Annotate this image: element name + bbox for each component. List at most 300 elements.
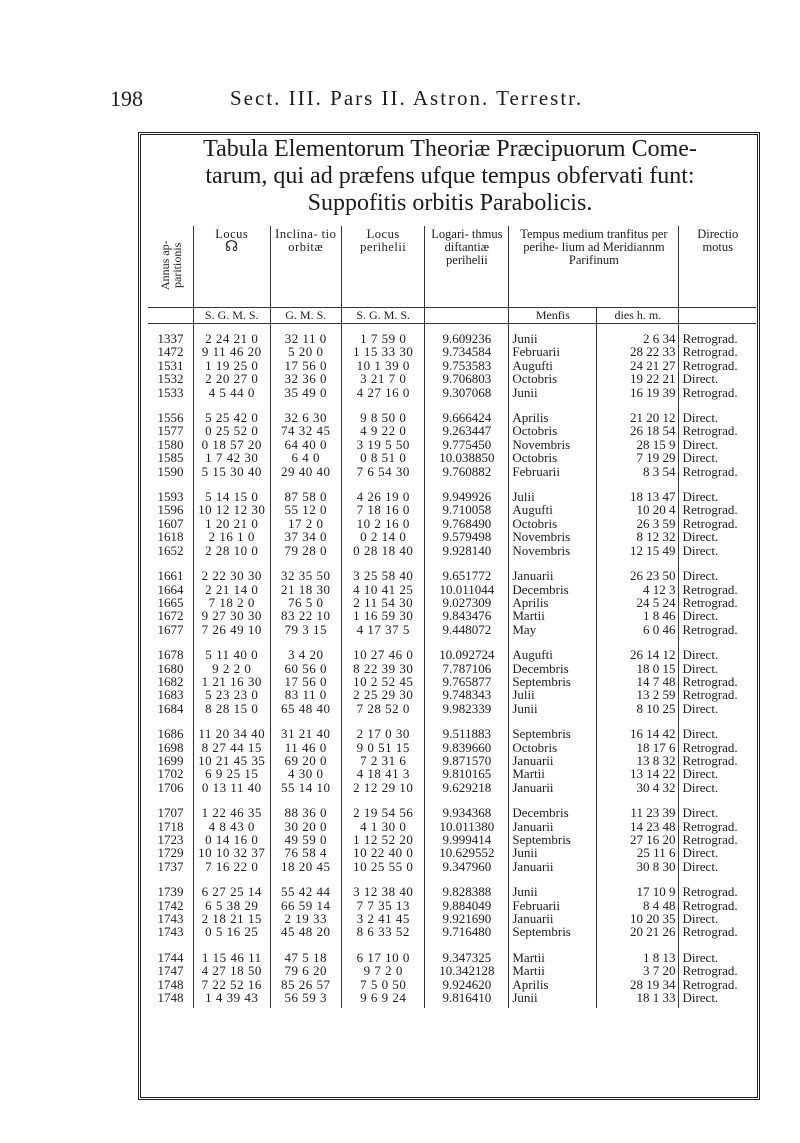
- cell-year: 1702: [157, 766, 184, 782]
- cell-dir: Direct.: [679, 991, 756, 1008]
- table-row: [148, 798, 756, 819]
- cell-node: 8 28 15 0: [194, 702, 270, 719]
- table-row: [148, 754, 756, 767]
- cell-incl: 69 20 0: [270, 754, 342, 767]
- cell-time: 8 12 32: [597, 530, 679, 543]
- subheader-mensis: Menfis: [509, 308, 597, 324]
- table-row: [148, 925, 756, 942]
- cell-peri: 1 12 52 20: [342, 833, 425, 846]
- cell-incl: 2 19 33: [270, 912, 342, 925]
- cell-time: 7 19 29: [597, 451, 679, 464]
- cell-incl: 47 5 18: [270, 943, 342, 964]
- cell-peri: 4 1 30 0: [342, 820, 425, 833]
- cell-node: 6 9 25 15: [194, 767, 270, 780]
- cell-dir: Retrograd.: [679, 517, 756, 530]
- header-perihelii: Locus perihelii: [342, 226, 425, 308]
- cell-peri: 9 0 51 15: [342, 741, 425, 754]
- cell-mensis: Septembris: [509, 925, 597, 942]
- cell-year: 1618: [157, 529, 184, 545]
- cell-time: 28 15 9: [597, 438, 679, 451]
- cell-peri: 0 28 18 40: [342, 544, 425, 561]
- subheader-peri: S. G. M. S.: [342, 308, 425, 324]
- cell-peri: 10 27 46 0: [342, 640, 425, 661]
- cell-log: 9.928140: [425, 544, 509, 561]
- cell-log: 9.768490: [425, 517, 509, 530]
- cell-dir: Retrograd.: [679, 675, 756, 688]
- cell-time: 14 7 48: [597, 675, 679, 688]
- table-row: [148, 964, 756, 977]
- cell-peri: 2 19 54 56: [342, 798, 425, 819]
- cell-mensis: Martii: [509, 964, 597, 977]
- cell-peri: 2 12 29 10: [342, 781, 425, 798]
- cell-year: 1743: [157, 911, 184, 927]
- cell-time: 25 11 6: [597, 846, 679, 859]
- cell-mensis: Februarii: [509, 345, 597, 358]
- cell-year: 1748: [157, 990, 184, 1006]
- cell-dir: Retrograd.: [679, 964, 756, 977]
- cell-incl: 74 32 45: [270, 424, 342, 437]
- cell-peri: 0 8 51 0: [342, 451, 425, 464]
- cell-node: 5 25 42 0: [194, 403, 270, 424]
- cell-year: 1596: [157, 502, 184, 518]
- cell-incl: 55 12 0: [270, 503, 342, 516]
- table-row: [148, 912, 756, 925]
- cell-peri: 9 7 2 0: [342, 964, 425, 977]
- cell-mensis: Januarii: [509, 912, 597, 925]
- cell-node: 1 22 46 35: [194, 798, 270, 819]
- cell-time: 16 19 39: [597, 386, 679, 403]
- cell-year: 1472: [157, 344, 184, 360]
- cell-dir: Retrograd.: [679, 359, 756, 372]
- cell-peri: 8 22 39 30: [342, 662, 425, 675]
- cell-log: 10.629552: [425, 846, 509, 859]
- cell-incl: 60 56 0: [270, 662, 342, 675]
- cell-incl: 79 6 20: [270, 964, 342, 977]
- cell-node: 10 12 12 30: [194, 503, 270, 516]
- cell-time: 28 22 33: [597, 345, 679, 358]
- table-row: [148, 943, 756, 964]
- table-row: [148, 609, 756, 622]
- table-row: [148, 345, 756, 358]
- cell-mensis: Martii: [509, 767, 597, 780]
- cell-node: 6 27 25 14: [194, 877, 270, 898]
- cell-year: 1737: [157, 858, 184, 874]
- cell-year: 1577: [157, 423, 184, 439]
- cell-dir: Retrograd.: [679, 596, 756, 609]
- cell-node: 0 18 57 20: [194, 438, 270, 451]
- cell-incl: 3 4 20: [270, 640, 342, 661]
- cell-dir: Direct.: [679, 609, 756, 622]
- cell-incl: 17 56 0: [270, 359, 342, 372]
- cell-peri: 2 25 29 30: [342, 688, 425, 701]
- cell-dir: Retrograd.: [679, 978, 756, 991]
- cell-node: 2 22 30 30: [194, 561, 270, 582]
- cell-log: 7.787106: [425, 662, 509, 675]
- title-line-2: tarum, qui ad præfens ufque tempus obfervati funt:: [205, 163, 695, 189]
- cell-log: 9.843476: [425, 609, 509, 622]
- cell-incl: 18 20 45: [270, 860, 342, 877]
- cell-year: 1593: [157, 489, 184, 505]
- cell-log: 9.609236: [425, 324, 509, 346]
- cell-dir: Retrograd.: [679, 925, 756, 942]
- cell-time: 3 7 20: [597, 964, 679, 977]
- table-row: [148, 544, 756, 561]
- table-row: [148, 833, 756, 846]
- cell-log: 9.448072: [425, 623, 509, 640]
- table-row: [148, 978, 756, 991]
- cell-time: 18 13 47: [597, 482, 679, 503]
- cell-incl: 66 59 14: [270, 899, 342, 912]
- cell-mensis: Februarii: [509, 899, 597, 912]
- cell-log: 9.775450: [425, 438, 509, 451]
- cell-peri: 7 2 31 6: [342, 754, 425, 767]
- cell-incl: 88 36 0: [270, 798, 342, 819]
- ascending-node-icon: ☊: [224, 239, 239, 255]
- cell-year: 1677: [157, 621, 184, 637]
- subheader-dies: dies h. m.: [597, 308, 679, 324]
- cell-incl: 76 58 4: [270, 846, 342, 859]
- cell-time: 24 5 24: [597, 596, 679, 609]
- table-row: [148, 640, 756, 661]
- cell-node: 5 23 23 0: [194, 688, 270, 701]
- subheader-locus: S. G. M. S.: [194, 308, 270, 324]
- running-head: [110, 86, 750, 116]
- cell-node: 0 13 11 40: [194, 781, 270, 798]
- cell-dir: Retrograd.: [679, 583, 756, 596]
- cell-log: 9.816410: [425, 991, 509, 1008]
- cell-incl: 6 4 0: [270, 451, 342, 464]
- cell-time: 14 23 48: [597, 820, 679, 833]
- cell-mensis: Januarii: [509, 820, 597, 833]
- cell-year: 1682: [157, 673, 184, 689]
- cell-time: 26 3 59: [597, 517, 679, 530]
- cell-incl: 29 40 40: [270, 465, 342, 482]
- cell-time: 30 4 32: [597, 781, 679, 798]
- title-line-1: Tabula Elementorum Theoriæ Præcipuorum Come-: [203, 136, 697, 162]
- cell-year: 1707: [157, 805, 184, 821]
- table-title: [148, 136, 752, 217]
- cell-mensis: May: [509, 623, 597, 640]
- cell-node: 5 11 40 0: [194, 640, 270, 661]
- cell-mensis: Octobris: [509, 451, 597, 464]
- cell-node: 7 26 49 10: [194, 623, 270, 640]
- cell-log: 9.839660: [425, 741, 509, 754]
- cell-node: 9 2 2 0: [194, 662, 270, 675]
- cell-time: 11 23 39: [597, 798, 679, 819]
- cell-node: 9 27 30 30: [194, 609, 270, 622]
- cell-time: 26 14 12: [597, 640, 679, 661]
- cell-mensis: Julii: [509, 688, 597, 701]
- cell-peri: 4 26 19 0: [342, 482, 425, 503]
- cell-log: 9.765877: [425, 675, 509, 688]
- cell-peri: 2 17 0 30: [342, 719, 425, 740]
- cell-dir: Retrograd.: [679, 424, 756, 437]
- cell-year: 1718: [157, 818, 184, 834]
- cell-log: 9.307068: [425, 386, 509, 403]
- cell-year: 1684: [157, 700, 184, 716]
- cell-dir: Direct.: [679, 530, 756, 543]
- cell-log: 9.263447: [425, 424, 509, 437]
- cell-log: 9.666424: [425, 403, 509, 424]
- cell-year: 1337: [157, 331, 184, 346]
- cell-node: 1 4 39 43: [194, 991, 270, 1008]
- table-row: [148, 596, 756, 609]
- cell-dir: Direct.: [679, 451, 756, 464]
- cell-mensis: Junii: [509, 991, 597, 1008]
- cell-log: 10.011044: [425, 583, 509, 596]
- cell-dir: Retrograd.: [679, 754, 756, 767]
- cell-dir: Direct.: [679, 372, 756, 385]
- cell-log: 9.629218: [425, 781, 509, 798]
- cell-peri: 7 28 52 0: [342, 702, 425, 719]
- cell-incl: 79 28 0: [270, 544, 342, 561]
- cell-year: 1706: [157, 779, 184, 795]
- cell-log: 9.651772: [425, 561, 509, 582]
- cell-time: 1 8 46: [597, 609, 679, 622]
- comet-elements-table: [148, 226, 756, 1008]
- cell-node: 2 16 1 0: [194, 530, 270, 543]
- cell-incl: 55 14 10: [270, 781, 342, 798]
- cell-dir: Retrograd.: [679, 386, 756, 403]
- cell-peri: 9 6 9 24: [342, 991, 425, 1008]
- cell-peri: 3 2 41 45: [342, 912, 425, 925]
- cell-peri: 4 18 41 3: [342, 767, 425, 780]
- cell-year: 1661: [157, 568, 184, 584]
- cell-year: 1652: [157, 542, 184, 558]
- cell-mensis: Octobris: [509, 424, 597, 437]
- cell-year: 1747: [157, 963, 184, 979]
- cell-mensis: Junii: [509, 702, 597, 719]
- cell-peri: 4 27 16 0: [342, 386, 425, 403]
- running-head-text: Sect. III. Pars II. Astron. Terrestr.: [230, 86, 584, 110]
- table-row: [148, 623, 756, 640]
- cell-peri: 7 18 16 0: [342, 503, 425, 516]
- table-row: [148, 846, 756, 859]
- cell-dir: Direct.: [679, 561, 756, 582]
- cell-peri: 4 9 22 0: [342, 424, 425, 437]
- cell-log: 9.934368: [425, 798, 509, 819]
- cell-incl: 32 11 0: [270, 324, 342, 346]
- cell-year: 1678: [157, 647, 184, 663]
- cell-year: 1672: [157, 608, 184, 624]
- cell-mensis: Novembris: [509, 438, 597, 451]
- cell-peri: 10 2 52 45: [342, 675, 425, 688]
- cell-time: 26 23 50: [597, 561, 679, 582]
- cell-year: 1533: [157, 384, 184, 400]
- cell-log: 9.884049: [425, 899, 509, 912]
- cell-mensis: Aprilis: [509, 403, 597, 424]
- cell-peri: 7 5 0 50: [342, 978, 425, 991]
- cell-mensis: Junii: [509, 324, 597, 346]
- table-row: [148, 386, 756, 403]
- cell-incl: 49 59 0: [270, 833, 342, 846]
- cell-time: 27 16 20: [597, 833, 679, 846]
- table-row: [148, 403, 756, 424]
- cell-node: 10 21 45 35: [194, 754, 270, 767]
- table-row: [148, 359, 756, 372]
- header-locus-node: Locus ☊: [194, 226, 270, 308]
- cell-mensis: Martii: [509, 943, 597, 964]
- cell-peri: 1 16 59 30: [342, 609, 425, 622]
- cell-year: 1686: [157, 726, 184, 742]
- cell-log: 9.871570: [425, 754, 509, 767]
- table-row: [148, 860, 756, 877]
- cell-log: 9.924620: [425, 978, 509, 991]
- cell-time: 13 2 59: [597, 688, 679, 701]
- cell-peri: 10 2 16 0: [342, 517, 425, 530]
- cell-time: 1 8 13: [597, 943, 679, 964]
- cell-mensis: Septembris: [509, 719, 597, 740]
- cell-node: 8 27 44 15: [194, 741, 270, 754]
- cell-incl: 37 34 0: [270, 530, 342, 543]
- cell-year: 1664: [157, 581, 184, 597]
- cell-dir: Direct.: [679, 767, 756, 780]
- header-logarithmus: Logari- thmus diftantiæ perihelii: [425, 226, 509, 308]
- cell-node: 1 7 42 30: [194, 451, 270, 464]
- cell-mensis: Junii: [509, 846, 597, 859]
- cell-dir: Direct.: [679, 781, 756, 798]
- cell-log: 9.999414: [425, 833, 509, 846]
- cell-mensis: Aprilis: [509, 596, 597, 609]
- cell-node: 5 15 30 40: [194, 465, 270, 482]
- cell-time: 13 8 32: [597, 754, 679, 767]
- cell-time: 19 22 21: [597, 372, 679, 385]
- cell-year: 1748: [157, 976, 184, 992]
- cell-node: 4 27 18 50: [194, 964, 270, 977]
- cell-time: 24 21 27: [597, 359, 679, 372]
- table-row: [148, 991, 756, 1008]
- table-row: [148, 899, 756, 912]
- cell-node: 1 20 21 0: [194, 517, 270, 530]
- cell-year: 1680: [157, 660, 184, 676]
- header-directio: Directio motus: [679, 226, 756, 308]
- cell-mensis: Januarii: [509, 754, 597, 767]
- cell-dir: Direct.: [679, 482, 756, 503]
- cell-time: 18 17 6: [597, 741, 679, 754]
- cell-peri: 7 7 35 13: [342, 899, 425, 912]
- cell-year: 1580: [157, 436, 184, 452]
- cell-mensis: Februarii: [509, 465, 597, 482]
- cell-dir: Direct.: [679, 403, 756, 424]
- cell-year: 1590: [157, 463, 184, 479]
- cell-year: 1743: [157, 924, 184, 940]
- cell-mensis: Junii: [509, 386, 597, 403]
- cell-time: 12 15 49: [597, 544, 679, 561]
- cell-year: 1531: [157, 357, 184, 373]
- cell-node: 5 14 15 0: [194, 482, 270, 503]
- cell-time: 2 6 34: [597, 324, 679, 346]
- cell-log: 9.027309: [425, 596, 509, 609]
- cell-peri: 10 25 55 0: [342, 860, 425, 877]
- cell-incl: 56 59 3: [270, 991, 342, 1008]
- cell-dir: Retrograd.: [679, 345, 756, 358]
- cell-dir: Retrograd.: [679, 820, 756, 833]
- cell-dir: Direct.: [679, 943, 756, 964]
- cell-peri: 9 8 50 0: [342, 403, 425, 424]
- table-row: [148, 702, 756, 719]
- table-row: [148, 530, 756, 543]
- cell-incl: 30 20 0: [270, 820, 342, 833]
- cell-log: 9.921690: [425, 912, 509, 925]
- page-number: 198: [110, 86, 143, 111]
- table-row: [148, 781, 756, 798]
- cell-node: 4 5 44 0: [194, 386, 270, 403]
- cell-dir: Direct.: [679, 719, 756, 740]
- cell-dir: Retrograd.: [679, 465, 756, 482]
- cell-incl: 65 48 40: [270, 702, 342, 719]
- table-row: [148, 372, 756, 385]
- cell-dir: Direct.: [679, 798, 756, 819]
- cell-peri: 0 2 14 0: [342, 530, 425, 543]
- cell-peri: 10 1 39 0: [342, 359, 425, 372]
- cell-year: 1742: [157, 897, 184, 913]
- cell-incl: 5 20 0: [270, 345, 342, 358]
- cell-node: 2 21 14 0: [194, 583, 270, 596]
- cell-time: 10 20 4: [597, 503, 679, 516]
- cell-time: 30 8 30: [597, 860, 679, 877]
- cell-dir: Retrograd.: [679, 877, 756, 898]
- cell-node: 10 10 32 37: [194, 846, 270, 859]
- cell-log: 9.710058: [425, 503, 509, 516]
- cell-mensis: Decembris: [509, 662, 597, 675]
- cell-incl: 11 46 0: [270, 741, 342, 754]
- cell-log: 9.716480: [425, 925, 509, 942]
- cell-incl: 17 2 0: [270, 517, 342, 530]
- cell-mensis: Octobris: [509, 741, 597, 754]
- header-inclinatio: Inclina- tio orbitæ: [270, 226, 342, 308]
- cell-incl: 87 58 0: [270, 482, 342, 503]
- cell-incl: 17 56 0: [270, 675, 342, 688]
- subheader-row: [148, 308, 756, 324]
- cell-log: 9.949926: [425, 482, 509, 503]
- cell-mensis: Novembris: [509, 544, 597, 561]
- table-row: [148, 482, 756, 503]
- cell-node: 7 18 2 0: [194, 596, 270, 609]
- cell-mensis: Januarii: [509, 561, 597, 582]
- cell-time: 17 10 9: [597, 877, 679, 898]
- cell-log: 9.579498: [425, 530, 509, 543]
- cell-dir: Retrograd.: [679, 741, 756, 754]
- cell-peri: 3 12 38 40: [342, 877, 425, 898]
- cell-year: 1729: [157, 845, 184, 861]
- cell-log: 9.734584: [425, 345, 509, 358]
- subheader-incl: G. M. S.: [270, 308, 342, 324]
- cell-node: 1 19 25 0: [194, 359, 270, 372]
- cell-year: 1744: [157, 949, 184, 965]
- cell-node: 2 28 10 0: [194, 544, 270, 561]
- cell-log: 9.748343: [425, 688, 509, 701]
- table-row: [148, 877, 756, 898]
- cell-dir: Direct.: [679, 544, 756, 561]
- cell-time: 18 1 33: [597, 991, 679, 1008]
- cell-incl: 85 26 57: [270, 978, 342, 991]
- cell-dir: Retrograd.: [679, 324, 756, 346]
- cell-dir: Direct.: [679, 846, 756, 859]
- cell-mensis: Septembris: [509, 675, 597, 688]
- cell-peri: 3 21 7 0: [342, 372, 425, 385]
- cell-dir: Retrograd.: [679, 899, 756, 912]
- cell-mensis: Octobris: [509, 517, 597, 530]
- cell-year: 1698: [157, 739, 184, 755]
- cell-log: 9.511883: [425, 719, 509, 740]
- cell-time: 6 0 46: [597, 623, 679, 640]
- cell-log: 9.706803: [425, 372, 509, 385]
- cell-dir: Direct.: [679, 438, 756, 451]
- cell-node: 9 11 46 20: [194, 345, 270, 358]
- cell-log: 9.828388: [425, 877, 509, 898]
- cell-mensis: Augufti: [509, 503, 597, 516]
- table-row: [148, 741, 756, 754]
